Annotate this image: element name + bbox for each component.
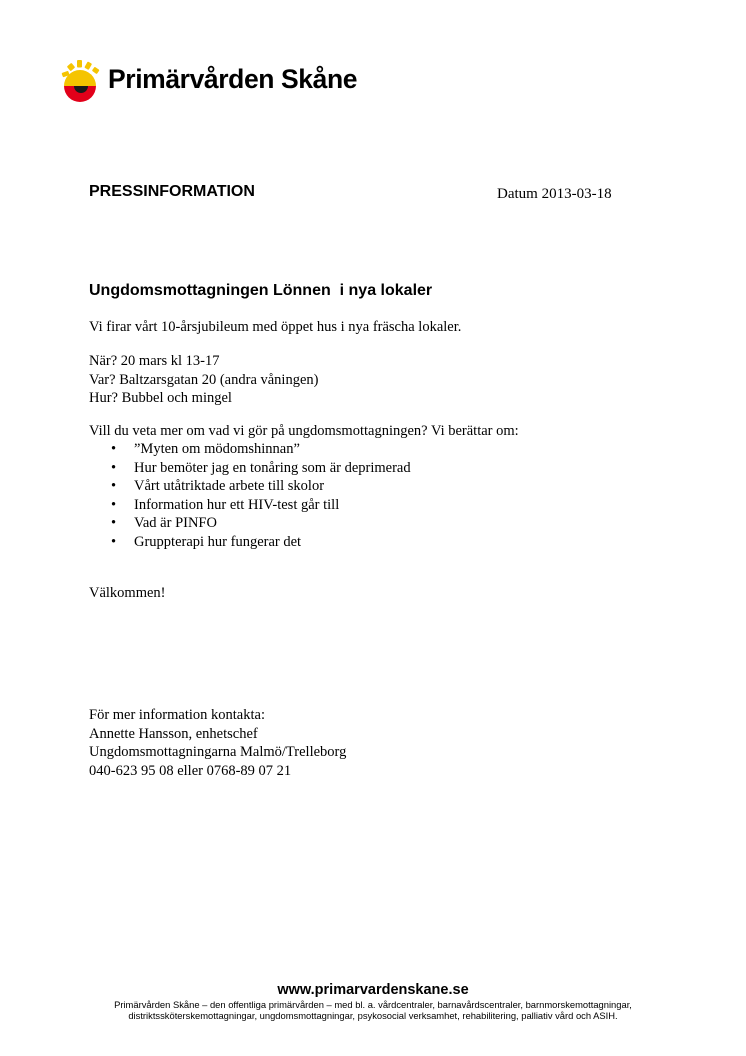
- bullet-icon: •: [111, 478, 117, 494]
- contact-phone: 040-623 95 08 eller 0768-89 07 21: [89, 762, 292, 779]
- footer-url: www.primarvardenskane.se: [277, 982, 469, 998]
- list-item: • Vad är PINFO: [111, 515, 217, 531]
- intro-paragraph: [89, 318, 461, 337]
- headline: Ungdomsmottagningen Lönnen i nya lokaler: [89, 282, 433, 299]
- bullet-icon: •: [111, 533, 117, 550]
- bullet-icon: •: [111, 496, 117, 513]
- press-label: PRESSINFORMATION: [89, 183, 255, 200]
- contact-name: Annette Hansson, enhetschef: [89, 725, 258, 742]
- list-item: • ”Myten om mödomshinnan”: [111, 441, 300, 457]
- sun-logo-icon: [60, 60, 104, 104]
- welcome-text: Välkommen!: [89, 585, 166, 601]
- bullet-icon: •: [111, 459, 117, 476]
- footer-desc-line2: distriktssköterskemottagningar, ungdomsmottagningar, psykosocial verksamhet, rehabilitering, palliativ vård och ASIH.: [128, 1010, 618, 1021]
- topics-intro-text: Vill du veta mer om vad vi gör på ungdomsmottagningen? Vi berättar om:: [89, 423, 519, 439]
- welcome: [89, 584, 166, 603]
- event-details: [89, 352, 318, 408]
- contact-unit: Ungdomsmottagningarna Malmö/Trelleborg: [89, 744, 347, 760]
- detail-when: När? 20 mars kl 13-17: [89, 353, 220, 369]
- contact-block: [89, 706, 346, 780]
- list-item: • Information hur ett HIV-test går till: [111, 496, 340, 513]
- footer-desc-line1: Primärvården Skåne – den offentliga primärvården – med bl. a. vårdcentraler, barnavårdscentraler, barnmorskemottagningar,: [114, 999, 632, 1010]
- detail-where: Var? Baltzarsgatan 20 (andra våningen): [89, 371, 319, 388]
- document-date: Datum 2013-03-18: [497, 186, 612, 202]
- list-item: • Hur bemöter jag en tonåring som är deprimerad: [111, 459, 411, 476]
- footer-description: [60, 999, 686, 1021]
- list-item: • Gruppterapi hur fungerar det: [111, 533, 302, 550]
- bullet-icon: •: [111, 441, 117, 457]
- contact-heading: För mer information kontakta:: [89, 707, 265, 723]
- detail-how: Hur? Bubbel och mingel: [89, 390, 232, 406]
- intro-text: Vi firar vårt 10-årsjubileum med öppet hus i nya fräscha lokaler.: [89, 319, 462, 335]
- topics-list: [89, 440, 411, 551]
- brand-name: Primärvården Skåne: [108, 64, 358, 94]
- bullet-icon: •: [111, 515, 117, 531]
- topics-intro: [89, 422, 519, 441]
- list-item: • Vårt utåtriktade arbete till skolor: [111, 478, 325, 494]
